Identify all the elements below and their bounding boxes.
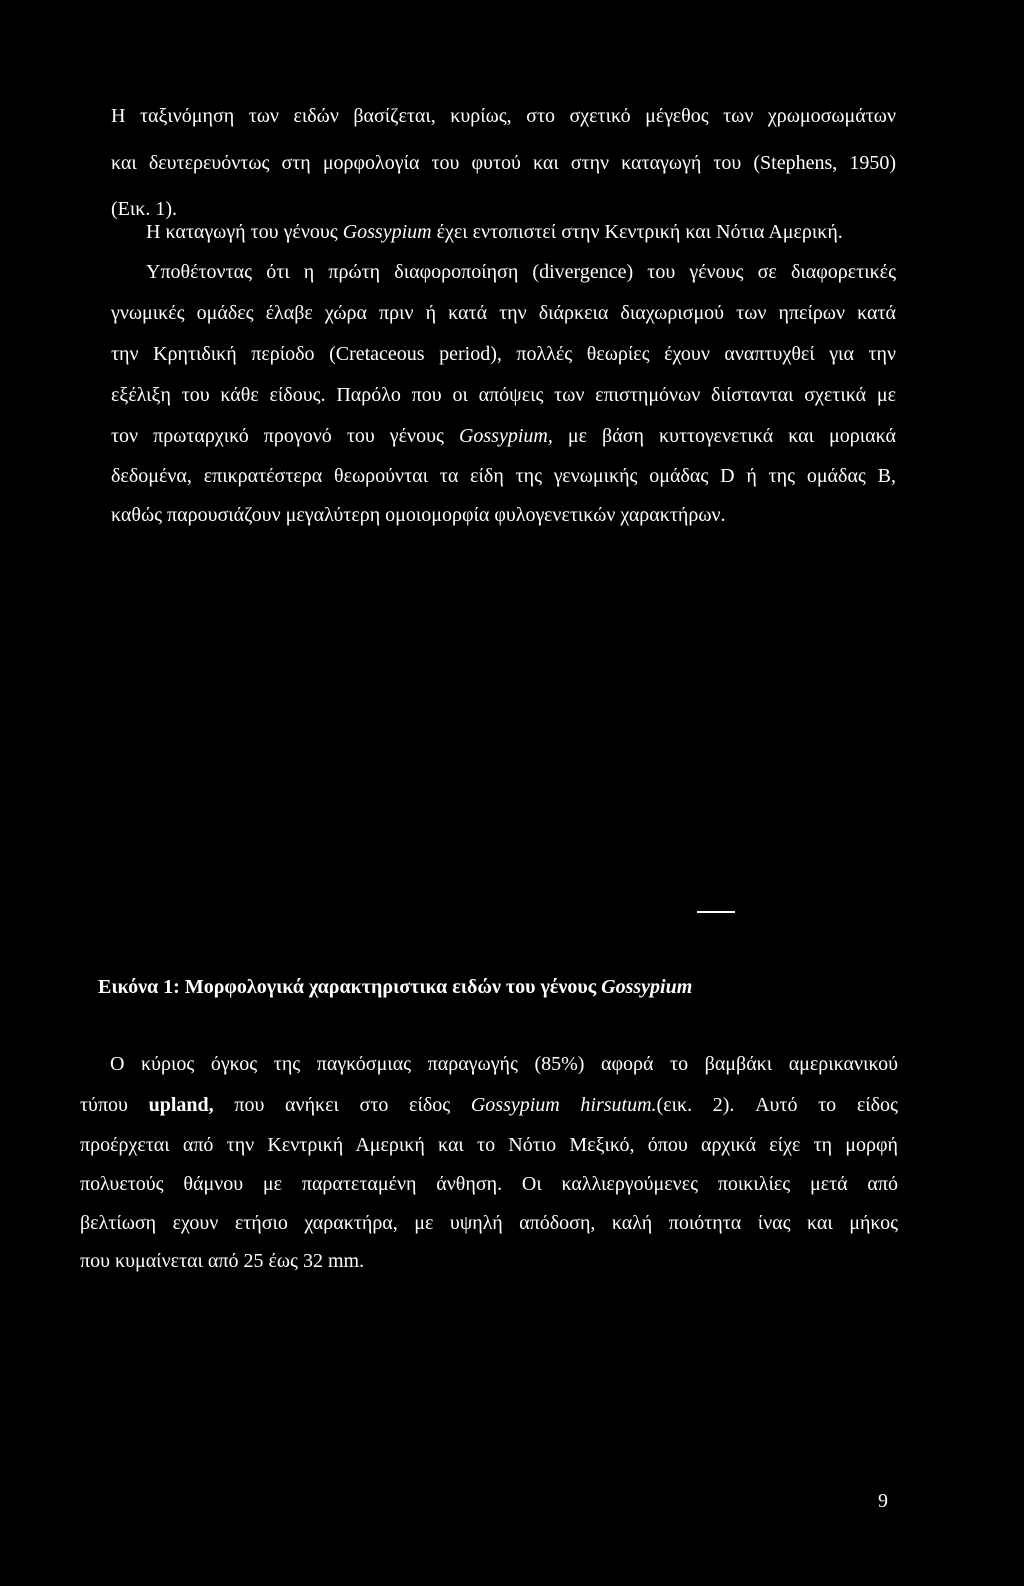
- figure-rule: [697, 911, 735, 913]
- figure-caption-genus: Gossypium: [601, 976, 693, 998]
- genus-name-2: Gossypium,: [458, 425, 553, 447]
- paragraph2-line6-text: τον πρωταρχικό προγονό του γένους: [111, 425, 459, 447]
- upland-term: upland,: [148, 1094, 214, 1116]
- paragraph3-line2-end: (εικ. 2). Αυτό το είδος: [656, 1094, 898, 1116]
- paragraph2-line7: δεδομένα, επικρατέστερα θεωρούνται τα είδη της γενωμικής ομάδας D ή της ομάδας B,: [111, 465, 896, 487]
- paragraph2-line2: Υποθέτοντας ότι η πρώτη διαφοροποίηση (divergence) του γένους σε διαφορετικές: [146, 261, 896, 283]
- paragraph2-line1-text-end: έχει εντοπιστεί στην Κεντρική και Νότια Αμερική.: [431, 221, 843, 243]
- paragraph1-line1: Η ταξινόμηση των ειδών βασίζεται, κυρίως, στο σχετικό μέγεθος των χρωμοσωμάτων: [111, 105, 896, 127]
- paragraph2-line1: [146, 220, 843, 244]
- paragraph3-line2-text: τύπου: [80, 1094, 149, 1116]
- paragraph3-line1: Ο κύριος όγκος της παγκόσμιας παραγωγής (85%) αφορά το βαμβάκι αμερικανικού: [110, 1053, 898, 1075]
- figure-caption-text: Εικόνα 1: Μορφολογικά χαρακτηριστικα ειδών του γένους: [98, 976, 602, 998]
- paragraph2-line8: καθώς παρουσιάζουν μεγαλύτερη ομοιομορφία φυλογενετικών χαρακτήρων.: [111, 504, 726, 526]
- paragraph2-line3: γνωμικές ομάδες έλαβε χώρα πριν ή κατά την διάρκεια διαχωρισμού των ηπείρων κατά: [111, 302, 896, 324]
- paragraph1-line3: (Εικ. 1).: [111, 198, 177, 220]
- paragraph2-line4: την Κρητιδική περίοδο (Cretaceous period), πολλές θεωρίες έχουν αναπτυχθεί για την: [111, 343, 896, 365]
- paragraph2-line6: [111, 424, 896, 448]
- species-name: Gossypium hirsutum.: [470, 1094, 657, 1116]
- paragraph3-line5: βελτίωση εχουν ετήσιο χαρακτήρα, με υψηλή απόδοση, καλή ποιότητα ίνας και μήκος: [80, 1212, 898, 1234]
- figure-caption: [98, 975, 692, 999]
- paragraph2-line5: εξέλιξη του κάθε είδους. Παρόλο που οι απόψεις των επιστημόνων διίστανται σχετικά με: [111, 384, 896, 406]
- paragraph2-line6-text-end: με βάση κυττογενετικά και μοριακά: [552, 425, 896, 447]
- paragraph3-line2-mid: που ανήκει στο είδος: [213, 1094, 471, 1116]
- paragraph2-line1-text: Η καταγωγή του γένους: [146, 221, 343, 243]
- paragraph1-line2: και δευτερευόντως στη μορφολογία του φυτού και στην καταγωγή του (Stephens, 1950): [111, 152, 896, 174]
- page-number: 9: [878, 1490, 888, 1512]
- paragraph3-line6: που κυμαίνεται από 25 έως 32 mm.: [80, 1250, 365, 1272]
- paragraph3-line3: προέρχεται από την Κεντρική Αμερική και το Νότιο Μεξικό, όπου αρχικά είχε τη μορφή: [80, 1134, 898, 1156]
- paragraph3-line2: [80, 1093, 898, 1117]
- paragraph3-line4: πολυετούς θάμνου με παρατεταμένη άνθηση. Οι καλλιεργούμενες ποικιλίες μετά από: [80, 1173, 898, 1195]
- genus-name: Gossypium: [342, 221, 432, 243]
